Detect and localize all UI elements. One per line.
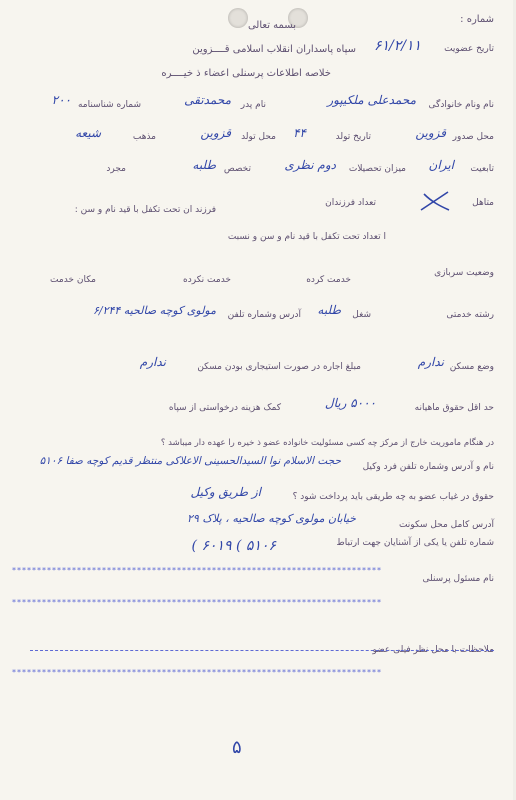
- mission-responsibility-question: در هنگام ماموریت خارج از مرکز چه کسی مسئولیت خانواده عضو ذ خیره را عهده دار میباشد ؟: [160, 438, 494, 448]
- salary-payment-answer: از طریق وکیل: [190, 485, 261, 499]
- name-label: نام ونام خانوادگی: [428, 100, 494, 110]
- dependents-count-label: ا تعداد تحت تکفل با قید نام و سن و نسبت: [227, 232, 386, 242]
- nationality-value: ایران: [428, 158, 454, 172]
- religion-label: مذهب: [132, 132, 156, 142]
- military-status-label: وضعیت سربازی: [434, 268, 494, 278]
- education-value: دوم نظری: [284, 158, 336, 172]
- observations-label: ملاحظات با محل نظر فیلی عضو: [372, 645, 494, 655]
- education-label: میزان تحصیلات: [348, 164, 406, 174]
- service-place-label: مکان خدمت: [50, 275, 96, 285]
- address-phone-value: مولوی کوچه صالحیه ۶/۲۴۴: [92, 304, 216, 317]
- star-separator: **************************************************************************: [12, 668, 382, 677]
- specialty-label: تخصص: [223, 164, 251, 174]
- job-value: طلبه: [317, 303, 341, 317]
- star-separator: **************************************************************************: [12, 566, 382, 575]
- form-title: خلاصه اطلاعات پرسنلی اعضاء ذ خیــــره: [161, 68, 331, 79]
- name-value: محمدعلی ملکیپور: [327, 93, 416, 107]
- birthplace-label: محل صدور: [452, 132, 494, 142]
- birthdate-label: تاریخ تولد: [335, 132, 371, 142]
- job-label: شغل: [352, 310, 371, 320]
- x-mark-icon: [418, 188, 452, 214]
- religion-value: شیعه: [75, 126, 101, 140]
- min-salary-label: حد اقل حقوق ماهیانه: [414, 403, 494, 413]
- bismillah: بسمه تعالی: [247, 20, 296, 31]
- single-label: مجرد: [106, 164, 126, 174]
- full-address-value: خیابان مولوی کوچه صالحیه ، پلاک ۲۹: [187, 512, 356, 525]
- id-number-value: ۲۰۰: [51, 93, 71, 107]
- min-salary-suffix: کمک هزینه درخواستی از سپاه: [168, 403, 281, 413]
- served-label: خدمت کرده: [306, 275, 351, 285]
- rent-value: ندارم: [139, 355, 166, 369]
- children-count-label: تعداد فرزندان: [325, 198, 376, 208]
- housing-label: وضع مسکن: [449, 362, 494, 372]
- full-address-label: آدرس کامل محل سکونت: [398, 520, 494, 530]
- salary-payment-question: حقوق در غیاب عضو به چه طریقی باید پرداخت شود ؟: [292, 492, 494, 502]
- nationality-label: تابعیت: [470, 164, 494, 174]
- membership-date-label: تاریخ عضویت: [444, 44, 494, 54]
- father-label: نام پدر: [240, 100, 266, 110]
- married-label: متاهل: [472, 198, 494, 208]
- father-value: محمدتقی: [184, 93, 231, 107]
- not-served-label: خدمت نکرده: [183, 275, 231, 285]
- number-label: شماره :: [460, 14, 494, 25]
- guardian-label: نام و آدرس وشماره تلفن فرد وکیل: [362, 462, 494, 472]
- organization-name: سپاه پاسداران انقلاب اسلامی قــــزوین: [192, 44, 356, 55]
- birthdate-value: ۴۴: [293, 126, 306, 140]
- page-number: ۵: [232, 737, 242, 758]
- membership-date-value: ۶۱/۲/۱۱: [373, 38, 421, 54]
- contact-phone-label: شماره تلفن یا یکی از آشنایان جهت ارتباط: [336, 538, 494, 548]
- rent-label: مبلغ اجاره در صورت استیجاری بودن مسکن: [197, 362, 361, 372]
- contact-phone-value: ۵۱۰۶ ) ۶۰۱۹ ): [191, 538, 276, 554]
- dashed-line: [30, 650, 494, 651]
- min-salary-value: ۵۰۰۰ ریال: [324, 396, 376, 410]
- address-phone-label: آدرس وشماره تلفن: [227, 310, 301, 320]
- punch-hole-icon: [228, 8, 248, 28]
- guardian-value: حجت الاسلام نوا السیدالحسینی الاعلاکی منتظر قدیم کوچه صفا ۵۱۰۶: [39, 455, 341, 467]
- id-number-label: شماره شناسنامه: [77, 100, 141, 110]
- housing-value: ندارم: [417, 355, 444, 369]
- birthplace-value: قزوین: [415, 126, 446, 140]
- dependents-label: فرزند ان تحت تکفل با قید نام و سن :: [74, 205, 216, 215]
- birthcity-value: قزوین: [200, 126, 231, 140]
- service-branch-label: رشته خدمتی: [446, 310, 494, 320]
- star-separator: **************************************************************************: [12, 598, 382, 607]
- specialty-value: طلبه: [192, 158, 216, 172]
- birthcity-label: محل تولد: [241, 132, 276, 142]
- personnel-officer-label: نام مسئول پرسنلی: [422, 574, 494, 584]
